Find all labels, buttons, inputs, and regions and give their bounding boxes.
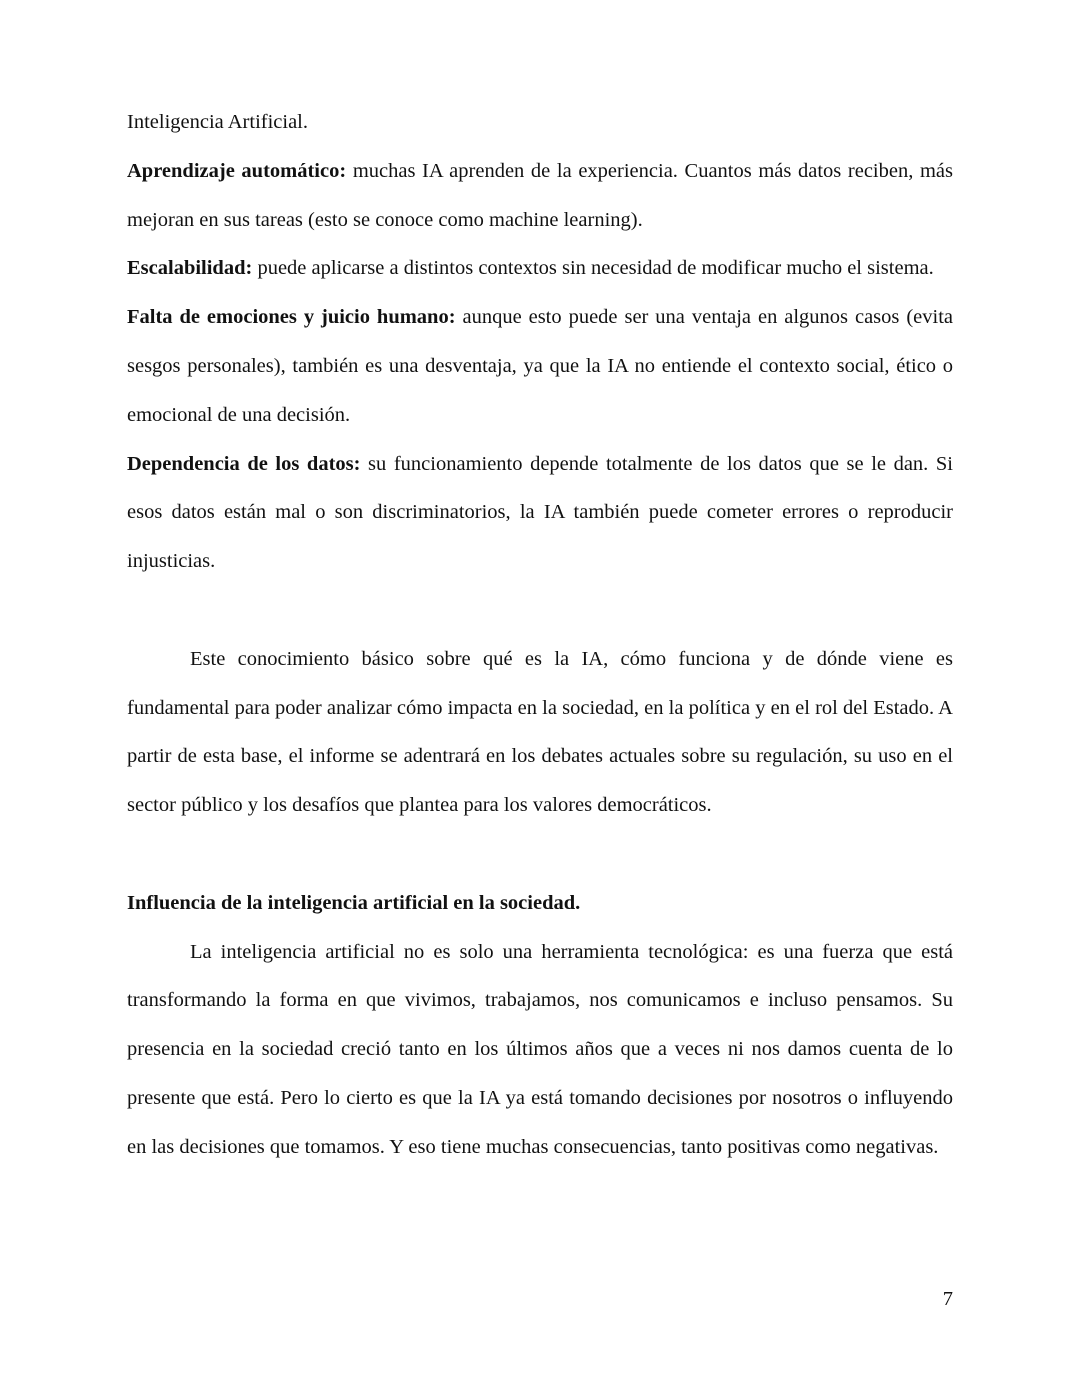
feature-term: Dependencia de los datos: <box>127 452 361 475</box>
section-paragraph: La inteligencia artificial no es solo una herramienta tecnológica: es una fuerza que está transformando la forma en que vivimos, trabajamos, nos comunicamos e incluso pensamos. Su presencia en la sociedad creció tanto en los últimos años que a veces ni nos damos cuenta de lo presente que está. Pero lo cierto es que la IA ya está tomando decisiones por nosotros o influyendo en las decisiones que tomamos. Y eso tiene muchas consecuencias, tanto positivas como negativas. <box>127 940 953 1158</box>
intro-fragment: Inteligencia Artificial. <box>127 111 309 133</box>
feature-description: muchas IA aprenden de la experiencia. Cuantos más datos reciben, más mejoran en sus tareas (esto se conoce como machine learning). <box>127 159 953 231</box>
feature-scalability <box>127 244 953 293</box>
feature-term: Falta de emociones y juicio humano: <box>127 306 456 329</box>
closing-paragraph: Este conocimiento básico sobre qué es la IA, cómo funciona y de dónde viene es fundamental para poder analizar cómo impacta en la sociedad, en la política y en el rol del Estado. A partir de esta base, el informe se adentrará en los debates actuales sobre su regulación, su uso en el sector público y los desafíos que plantea para los valores democráticos. <box>127 647 953 817</box>
feature-description: su funcionamiento depende totalmente de los datos que se le dan. Si esos datos están mal o son discriminatorios, la IA también puede cometer errores o reproducir injusticias. <box>127 452 953 573</box>
section-heading: Influencia de la inteligencia artificial en la sociedad. <box>127 891 581 914</box>
feature-description: aunque esto puede ser una ventaja en algunos casos (evita sesgos personales), también es una desventaja, ya que la IA no entiende el contexto social, ético o emocional de una decisión. <box>127 306 953 426</box>
feature-data-dependence <box>127 440 953 586</box>
feature-machine-learning <box>127 147 953 245</box>
feature-no-emotions <box>127 293 953 439</box>
page-number: 7 <box>942 1288 953 1310</box>
document-page <box>127 98 953 1172</box>
feature-term: Escalabilidad: <box>127 257 253 280</box>
feature-term: Aprendizaje automático: <box>127 159 347 182</box>
feature-description: puede aplicarse a distintos contextos sin necesidad de modificar mucho el sistema. <box>252 257 934 280</box>
